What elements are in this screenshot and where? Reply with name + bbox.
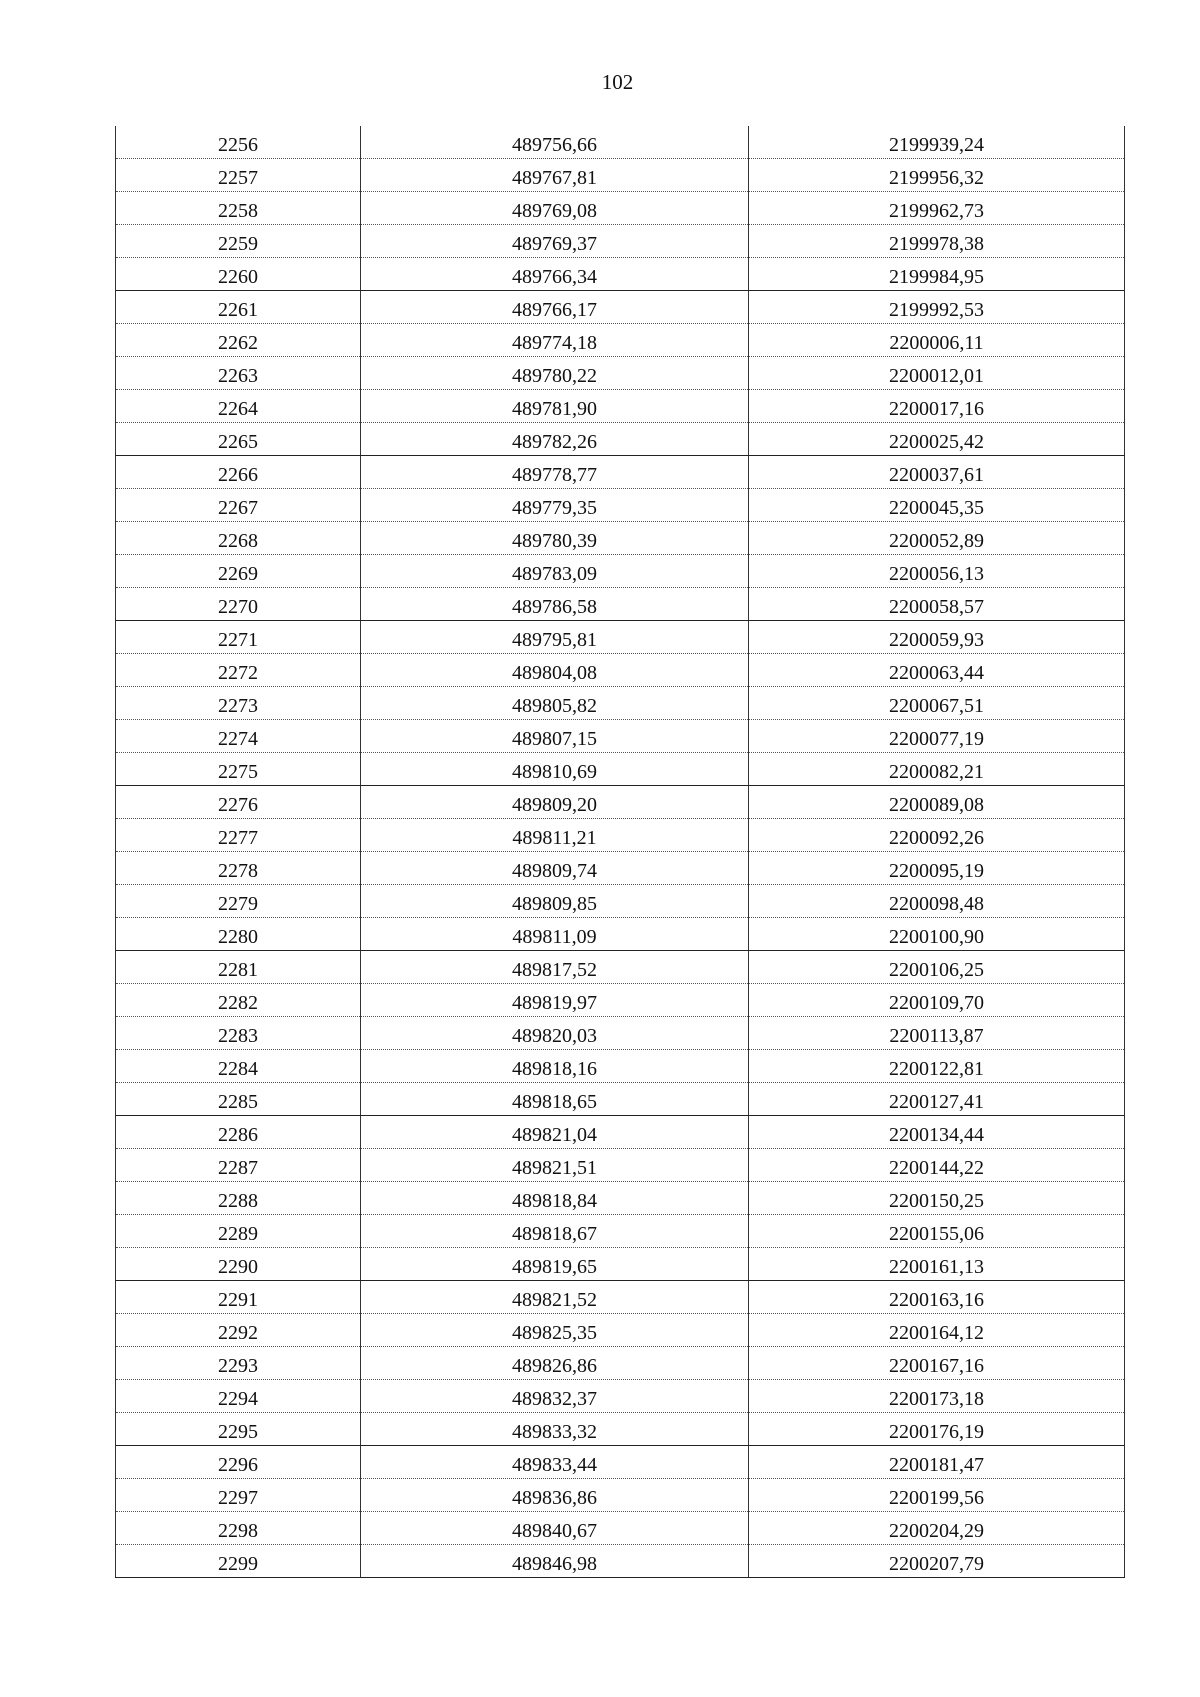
y-coordinate-cell: 2200059,93 [749,621,1125,654]
point-number-cell: 2273 [116,687,361,720]
point-number-cell: 2289 [116,1215,361,1248]
point-number-cell: 2280 [116,918,361,951]
point-number-cell: 2284 [116,1050,361,1083]
table-row [116,1116,1125,1149]
y-coordinate-cell: 2199956,32 [749,159,1125,192]
x-coordinate-cell: 489825,35 [361,1314,749,1347]
x-coordinate-cell: 489809,20 [361,786,749,819]
point-number-cell: 2287 [116,1149,361,1182]
table-row [116,126,1125,159]
point-number-cell: 2270 [116,588,361,621]
table-row [116,1512,1125,1545]
y-coordinate-cell: 2200077,19 [749,720,1125,753]
point-number-cell: 2276 [116,786,361,819]
table-row [116,555,1125,588]
table-row [116,390,1125,423]
point-number-cell: 2268 [116,522,361,555]
table-row [116,621,1125,654]
y-coordinate-cell: 2200167,16 [749,1347,1125,1380]
table-row [116,1446,1125,1479]
x-coordinate-cell: 489774,18 [361,324,749,357]
y-coordinate-cell: 2200150,25 [749,1182,1125,1215]
x-coordinate-cell: 489782,26 [361,423,749,456]
x-coordinate-cell: 489766,17 [361,291,749,324]
point-number-cell: 2256 [116,126,361,159]
y-coordinate-cell: 2200173,18 [749,1380,1125,1413]
point-number-cell: 2267 [116,489,361,522]
y-coordinate-cell: 2199962,73 [749,192,1125,225]
y-coordinate-cell: 2200037,61 [749,456,1125,489]
table-row [116,885,1125,918]
coordinates-table-body [116,126,1125,1578]
x-coordinate-cell: 489766,34 [361,258,749,291]
x-coordinate-cell: 489833,44 [361,1446,749,1479]
x-coordinate-cell: 489805,82 [361,687,749,720]
point-number-cell: 2290 [116,1248,361,1281]
y-coordinate-cell: 2200113,87 [749,1017,1125,1050]
point-number-cell: 2275 [116,753,361,786]
point-number-cell: 2264 [116,390,361,423]
point-number-cell: 2257 [116,159,361,192]
x-coordinate-cell: 489821,51 [361,1149,749,1182]
page-number: 102 [601,70,634,94]
y-coordinate-cell: 2200067,51 [749,687,1125,720]
point-number-cell: 2286 [116,1116,361,1149]
y-coordinate-cell: 2200199,56 [749,1479,1125,1512]
y-coordinate-cell: 2200164,12 [749,1314,1125,1347]
y-coordinate-cell: 2200155,06 [749,1215,1125,1248]
x-coordinate-cell: 489781,90 [361,390,749,423]
table-row [116,786,1125,819]
table-row [116,456,1125,489]
table-row [116,1215,1125,1248]
x-coordinate-cell: 489769,08 [361,192,749,225]
y-coordinate-cell: 2200161,13 [749,1248,1125,1281]
point-number-cell: 2259 [116,225,361,258]
point-number-cell: 2277 [116,819,361,852]
table-row [116,1380,1125,1413]
table-row [116,1347,1125,1380]
point-number-cell: 2298 [116,1512,361,1545]
table-row [116,159,1125,192]
point-number-cell: 2283 [116,1017,361,1050]
point-number-cell: 2294 [116,1380,361,1413]
point-number-cell: 2295 [116,1413,361,1446]
table-row [116,1248,1125,1281]
table-row [116,1050,1125,1083]
x-coordinate-cell: 489832,37 [361,1380,749,1413]
table-row [116,1314,1125,1347]
x-coordinate-cell: 489778,77 [361,456,749,489]
x-coordinate-cell: 489819,65 [361,1248,749,1281]
y-coordinate-cell: 2200063,44 [749,654,1125,687]
table-row [116,192,1125,225]
table-row [116,258,1125,291]
y-coordinate-cell: 2200058,57 [749,588,1125,621]
x-coordinate-cell: 489817,52 [361,951,749,984]
x-coordinate-cell: 489786,58 [361,588,749,621]
point-number-cell: 2260 [116,258,361,291]
table-row [116,423,1125,456]
point-number-cell: 2261 [116,291,361,324]
y-coordinate-cell: 2200045,35 [749,489,1125,522]
y-coordinate-cell: 2200144,22 [749,1149,1125,1182]
x-coordinate-cell: 489840,67 [361,1512,749,1545]
x-coordinate-cell: 489818,84 [361,1182,749,1215]
point-number-cell: 2272 [116,654,361,687]
point-number-cell: 2291 [116,1281,361,1314]
x-coordinate-cell: 489769,37 [361,225,749,258]
point-number-cell: 2288 [116,1182,361,1215]
x-coordinate-cell: 489818,16 [361,1050,749,1083]
table-row [116,852,1125,885]
x-coordinate-cell: 489804,08 [361,654,749,687]
point-number-cell: 2266 [116,456,361,489]
x-coordinate-cell: 489780,39 [361,522,749,555]
coordinates-table [115,126,1125,1578]
x-coordinate-cell: 489795,81 [361,621,749,654]
table-row [116,324,1125,357]
point-number-cell: 2297 [116,1479,361,1512]
point-number-cell: 2293 [116,1347,361,1380]
table-row [116,291,1125,324]
x-coordinate-cell: 489819,97 [361,984,749,1017]
y-coordinate-cell: 2199978,38 [749,225,1125,258]
y-coordinate-cell: 2200109,70 [749,984,1125,1017]
y-coordinate-cell: 2200204,29 [749,1512,1125,1545]
point-number-cell: 2269 [116,555,361,588]
y-coordinate-cell: 2200100,90 [749,918,1125,951]
table-row [116,819,1125,852]
table-row [116,918,1125,951]
y-coordinate-cell: 2200052,89 [749,522,1125,555]
table-row [116,1413,1125,1446]
point-number-cell: 2282 [116,984,361,1017]
point-number-cell: 2271 [116,621,361,654]
point-number-cell: 2258 [116,192,361,225]
x-coordinate-cell: 489809,74 [361,852,749,885]
table-row [116,489,1125,522]
table-row [116,753,1125,786]
y-coordinate-cell: 2199992,53 [749,291,1125,324]
point-number-cell: 2265 [116,423,361,456]
table-row [116,1149,1125,1182]
x-coordinate-cell: 489780,22 [361,357,749,390]
y-coordinate-cell: 2199984,95 [749,258,1125,291]
x-coordinate-cell: 489821,04 [361,1116,749,1149]
table-row [116,951,1125,984]
table-row [116,1017,1125,1050]
point-number-cell: 2274 [116,720,361,753]
y-coordinate-cell: 2200122,81 [749,1050,1125,1083]
y-coordinate-cell: 2200181,47 [749,1446,1125,1479]
point-number-cell: 2262 [116,324,361,357]
table-row [116,1281,1125,1314]
x-coordinate-cell: 489836,86 [361,1479,749,1512]
x-coordinate-cell: 489846,98 [361,1545,749,1578]
y-coordinate-cell: 2200095,19 [749,852,1125,885]
y-coordinate-cell: 2200127,41 [749,1083,1125,1116]
x-coordinate-cell: 489807,15 [361,720,749,753]
table-row [116,588,1125,621]
table-row [116,522,1125,555]
x-coordinate-cell: 489820,03 [361,1017,749,1050]
point-number-cell: 2278 [116,852,361,885]
x-coordinate-cell: 489818,65 [361,1083,749,1116]
x-coordinate-cell: 489811,21 [361,819,749,852]
x-coordinate-cell: 489811,09 [361,918,749,951]
point-number-cell: 2285 [116,1083,361,1116]
y-coordinate-cell: 2200207,79 [749,1545,1125,1578]
x-coordinate-cell: 489821,52 [361,1281,749,1314]
x-coordinate-cell: 489756,66 [361,126,749,159]
table-row [116,720,1125,753]
table-row [116,654,1125,687]
y-coordinate-cell: 2200012,01 [749,357,1125,390]
y-coordinate-cell: 2200017,16 [749,390,1125,423]
y-coordinate-cell: 2200106,25 [749,951,1125,984]
table-row [116,1545,1125,1578]
y-coordinate-cell: 2200082,21 [749,753,1125,786]
point-number-cell: 2281 [116,951,361,984]
y-coordinate-cell: 2200134,44 [749,1116,1125,1149]
y-coordinate-cell: 2200056,13 [749,555,1125,588]
y-coordinate-cell: 2200163,16 [749,1281,1125,1314]
x-coordinate-cell: 489783,09 [361,555,749,588]
y-coordinate-cell: 2199939,24 [749,126,1125,159]
y-coordinate-cell: 2200025,42 [749,423,1125,456]
table-row [116,1182,1125,1215]
x-coordinate-cell: 489826,86 [361,1347,749,1380]
x-coordinate-cell: 489809,85 [361,885,749,918]
point-number-cell: 2299 [116,1545,361,1578]
point-number-cell: 2279 [116,885,361,918]
table-row [116,687,1125,720]
table-row [116,1083,1125,1116]
point-number-cell: 2292 [116,1314,361,1347]
table-row [116,225,1125,258]
x-coordinate-cell: 489767,81 [361,159,749,192]
x-coordinate-cell: 489779,35 [361,489,749,522]
x-coordinate-cell: 489833,32 [361,1413,749,1446]
y-coordinate-cell: 2200092,26 [749,819,1125,852]
y-coordinate-cell: 2200176,19 [749,1413,1125,1446]
table-row [116,357,1125,390]
y-coordinate-cell: 2200098,48 [749,885,1125,918]
x-coordinate-cell: 489810,69 [361,753,749,786]
y-coordinate-cell: 2200089,08 [749,786,1125,819]
table-row [116,1479,1125,1512]
y-coordinate-cell: 2200006,11 [749,324,1125,357]
table-row [116,984,1125,1017]
x-coordinate-cell: 489818,67 [361,1215,749,1248]
point-number-cell: 2263 [116,357,361,390]
point-number-cell: 2296 [116,1446,361,1479]
